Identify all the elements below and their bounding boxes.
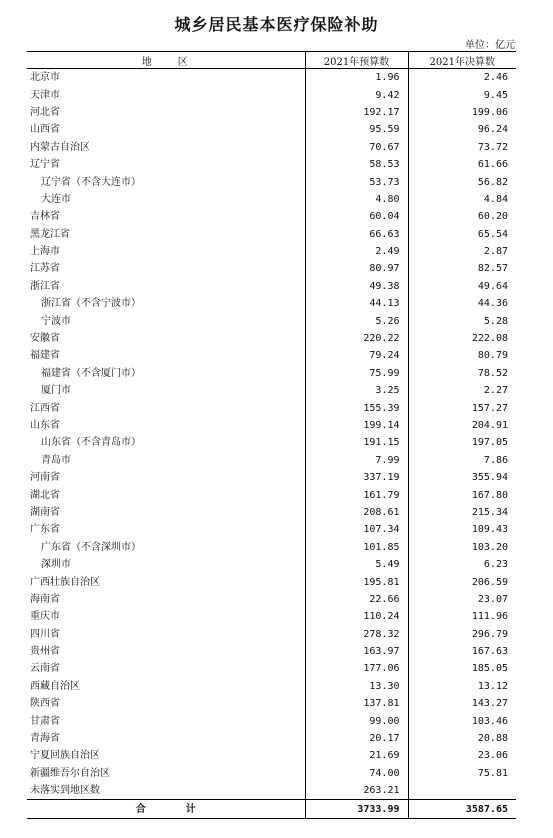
table-row — [27, 556, 516, 573]
final-cell: 80.79 — [408, 347, 516, 364]
budget-cell: 263.21 — [305, 782, 408, 800]
table-row — [27, 765, 516, 782]
total-final: 3587.65 — [408, 800, 516, 818]
region-cell: 广东省 — [30, 524, 60, 536]
table-row — [27, 365, 516, 382]
table-header-row — [27, 52, 516, 69]
final-cell: 78.52 — [408, 365, 516, 382]
region-cell: 江苏省 — [30, 263, 60, 275]
final-cell: 49.64 — [408, 278, 516, 295]
budget-cell: 7.99 — [305, 452, 408, 469]
budget-cell: 220.22 — [305, 330, 408, 347]
table-row — [27, 452, 516, 469]
table-row — [27, 382, 516, 399]
budget-cell: 278.32 — [305, 626, 408, 643]
region-cell: 未落实到地区数 — [30, 785, 100, 797]
final-cell: 61.66 — [408, 156, 516, 173]
region-cell: 海南省 — [30, 593, 60, 605]
table-row — [27, 417, 516, 434]
budget-cell: 66.63 — [305, 226, 408, 243]
final-cell: 4.84 — [408, 191, 516, 208]
final-cell: 60.20 — [408, 208, 516, 225]
table-row — [27, 626, 516, 643]
budget-cell: 9.42 — [305, 86, 408, 103]
region-cell: 黑龙江省 — [30, 228, 70, 240]
budget-cell: 44.13 — [305, 295, 408, 312]
budget-cell: 74.00 — [305, 765, 408, 782]
final-cell: 65.54 — [408, 226, 516, 243]
budget-cell: 60.04 — [305, 208, 408, 225]
budget-cell: 5.26 — [305, 312, 408, 329]
table-row — [27, 643, 516, 660]
budget-cell: 75.99 — [305, 365, 408, 382]
budget-cell: 101.85 — [305, 539, 408, 556]
table-row — [27, 243, 516, 260]
region-cell: 宁夏回族自治区 — [30, 750, 100, 762]
budget-cell: 2.49 — [305, 243, 408, 260]
final-cell: 44.36 — [408, 295, 516, 312]
region-cell: 西藏自治区 — [30, 680, 80, 692]
table-row — [27, 104, 516, 121]
table-row — [27, 260, 516, 277]
table-row — [27, 730, 516, 747]
final-cell: 197.05 — [408, 434, 516, 451]
final-cell: 167.63 — [408, 643, 516, 660]
final-cell: 20.88 — [408, 730, 516, 747]
region-cell: 吉林省 — [30, 211, 60, 223]
budget-cell: 208.61 — [305, 504, 408, 521]
budget-cell: 4.80 — [305, 191, 408, 208]
budget-cell: 20.17 — [305, 730, 408, 747]
budget-cell: 3.25 — [305, 382, 408, 399]
final-cell: 5.28 — [408, 312, 516, 329]
table-row — [27, 712, 516, 729]
table-row — [27, 608, 516, 625]
table-row — [27, 660, 516, 677]
final-cell: 185.05 — [408, 660, 516, 677]
final-cell: 23.07 — [408, 591, 516, 608]
region-cell: 河北省 — [30, 106, 60, 118]
final-cell: 73.72 — [408, 139, 516, 156]
table-row — [27, 504, 516, 521]
final-cell: 199.06 — [408, 104, 516, 121]
table-row — [27, 69, 516, 87]
final-cell: 111.96 — [408, 608, 516, 625]
region-cell: 山东省 — [30, 420, 60, 431]
region-cell: 浙江省（不含宁波市） — [41, 298, 141, 310]
table-row — [27, 695, 516, 712]
budget-cell: 70.67 — [305, 139, 408, 156]
final-cell: 109.43 — [408, 521, 516, 538]
region-cell: 湖北省 — [30, 489, 60, 501]
region-cell: 北京市 — [30, 72, 60, 84]
final-cell: 2.46 — [408, 69, 516, 87]
final-cell: 206.59 — [408, 573, 516, 590]
budget-cell: 5.49 — [305, 556, 408, 573]
budget-cell: 199.14 — [305, 417, 408, 434]
table-row — [27, 139, 516, 156]
region-cell: 广东省（不含深圳市） — [41, 541, 141, 553]
region-cell: 厦门市 — [41, 385, 71, 397]
header-region: 地 区 — [27, 52, 305, 69]
region-cell: 河南省 — [30, 472, 60, 484]
budget-cell: 192.17 — [305, 104, 408, 121]
region-cell: 内蒙古自治区 — [30, 141, 90, 153]
budget-cell: 191.15 — [305, 434, 408, 451]
budget-cell: 21.69 — [305, 747, 408, 764]
total-row — [27, 800, 516, 818]
budget-cell: 107.34 — [305, 521, 408, 538]
final-cell: 23.06 — [408, 747, 516, 764]
table-row — [27, 330, 516, 347]
region-cell: 青海省 — [30, 733, 60, 745]
table-body — [27, 69, 516, 800]
budget-cell: 337.19 — [305, 469, 408, 486]
table-row — [27, 347, 516, 364]
final-cell: 2.27 — [408, 382, 516, 399]
budget-cell: 79.24 — [305, 347, 408, 364]
region-cell: 广西壮族自治区 — [30, 576, 100, 588]
total-budget: 3733.99 — [305, 800, 408, 818]
total-label: 合 计 — [27, 800, 305, 818]
region-cell: 湖南省 — [30, 506, 60, 518]
budget-cell: 155.39 — [305, 399, 408, 416]
table-row — [27, 295, 516, 312]
region-cell: 青岛市 — [41, 454, 71, 466]
final-cell: 56.82 — [408, 173, 516, 190]
final-cell: 204.91 — [408, 417, 516, 434]
table-row — [27, 521, 516, 538]
final-cell: 296.79 — [408, 626, 516, 643]
table-row — [27, 678, 516, 695]
table-row — [27, 573, 516, 590]
final-cell: 9.45 — [408, 86, 516, 103]
budget-cell: 49.38 — [305, 278, 408, 295]
final-cell: 2.87 — [408, 243, 516, 260]
region-cell: 福建省 — [30, 350, 60, 362]
subsidy-table — [27, 51, 516, 819]
budget-cell: 137.81 — [305, 695, 408, 712]
header-final: 2021年决算数 — [408, 52, 516, 69]
table-row — [27, 156, 516, 173]
region-cell: 甘肃省 — [30, 715, 60, 727]
table-row — [27, 278, 516, 295]
final-cell: 215.34 — [408, 504, 516, 521]
region-cell: 上海市 — [30, 246, 60, 258]
table-row — [27, 86, 516, 103]
table-row — [27, 486, 516, 503]
region-cell: 四川省 — [30, 628, 60, 640]
region-cell: 辽宁省 — [30, 159, 60, 171]
region-cell: 山东省（不含青岛市） — [41, 437, 141, 449]
region-cell: 山西省 — [30, 124, 60, 136]
final-cell: 6.23 — [408, 556, 516, 573]
table-row — [27, 191, 516, 208]
region-cell: 陕西省 — [30, 698, 60, 710]
budget-cell: 13.30 — [305, 678, 408, 695]
unit-label: 单位：亿元 — [465, 40, 515, 51]
budget-cell: 53.73 — [305, 173, 408, 190]
final-cell: 222.08 — [408, 330, 516, 347]
region-cell: 贵州省 — [30, 646, 60, 658]
final-cell: 82.57 — [408, 260, 516, 277]
final-cell: 103.46 — [408, 712, 516, 729]
table-row — [27, 469, 516, 486]
budget-cell: 110.24 — [305, 608, 408, 625]
table-row — [27, 399, 516, 416]
budget-cell: 163.97 — [305, 643, 408, 660]
region-cell: 宁波市 — [41, 315, 71, 327]
table-row — [27, 226, 516, 243]
region-cell: 深圳市 — [41, 559, 71, 571]
final-cell: 167.80 — [408, 486, 516, 503]
final-cell: 103.20 — [408, 539, 516, 556]
region-cell: 云南省 — [30, 663, 60, 675]
budget-cell: 58.53 — [305, 156, 408, 173]
header-budget: 2021年预算数 — [305, 52, 408, 69]
region-cell: 新疆维吾尔自治区 — [30, 767, 110, 779]
region-cell: 重庆市 — [30, 611, 60, 623]
page-title: 城乡居民基本医疗保险补助 — [174, 15, 379, 34]
region-cell: 江西省 — [30, 402, 60, 414]
budget-cell: 161.79 — [305, 486, 408, 503]
budget-cell: 80.97 — [305, 260, 408, 277]
final-cell: 355.94 — [408, 469, 516, 486]
table-row — [27, 782, 516, 800]
table-row — [27, 208, 516, 225]
table-row — [27, 591, 516, 608]
final-cell: 143.27 — [408, 695, 516, 712]
table-row — [27, 539, 516, 556]
final-cell — [408, 782, 516, 800]
region-cell: 辽宁省（不含大连市） — [41, 176, 141, 188]
budget-cell: 95.59 — [305, 121, 408, 138]
budget-cell: 1.96 — [305, 69, 408, 87]
region-cell: 浙江省 — [30, 280, 60, 292]
final-cell: 96.24 — [408, 121, 516, 138]
table-row — [27, 121, 516, 138]
region-cell: 安徽省 — [30, 333, 60, 345]
region-cell: 天津市 — [30, 89, 60, 101]
table-row — [27, 312, 516, 329]
final-cell: 13.12 — [408, 678, 516, 695]
final-cell: 75.81 — [408, 765, 516, 782]
final-cell: 157.27 — [408, 399, 516, 416]
region-cell: 福建省（不含厦门市） — [41, 367, 141, 379]
budget-cell: 99.00 — [305, 712, 408, 729]
budget-cell: 177.06 — [305, 660, 408, 677]
table-row — [27, 434, 516, 451]
table-row — [27, 173, 516, 190]
budget-cell: 195.81 — [305, 573, 408, 590]
budget-cell: 22.66 — [305, 591, 408, 608]
table-row — [27, 747, 516, 764]
region-cell: 大连市 — [41, 193, 71, 205]
final-cell: 7.86 — [408, 452, 516, 469]
